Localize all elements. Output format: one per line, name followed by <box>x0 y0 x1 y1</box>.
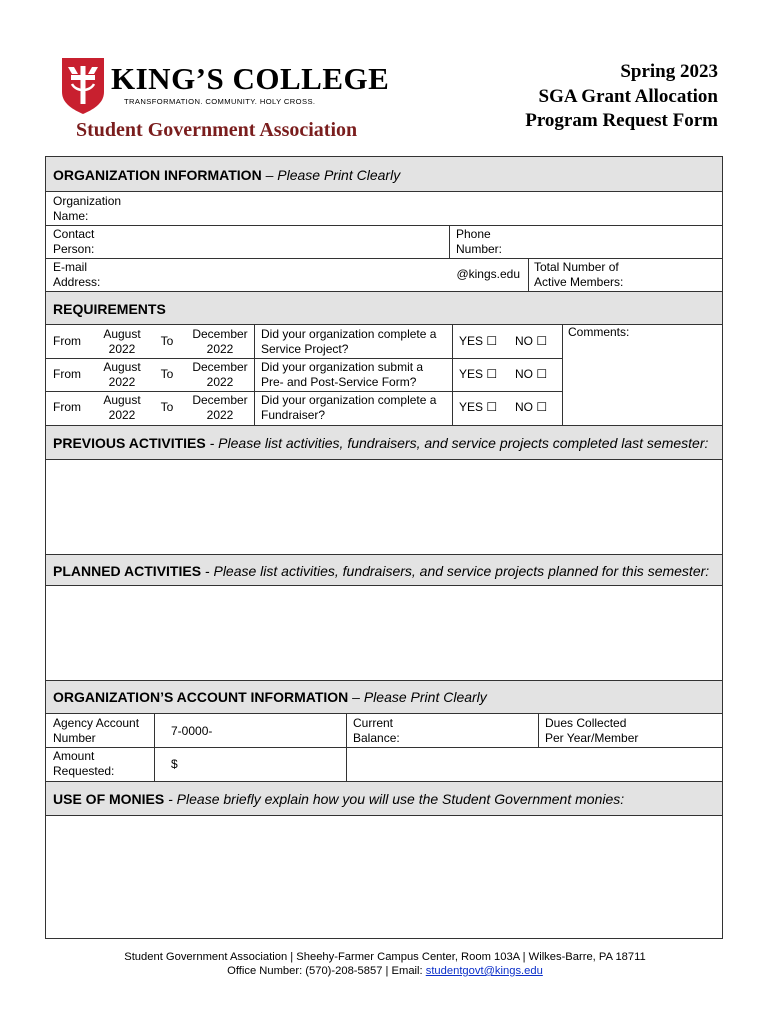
kings-college-logo <box>62 58 390 118</box>
from-date: August 2022 <box>103 393 141 422</box>
to-label: To <box>160 367 174 381</box>
grant-request-form <box>45 156 723 939</box>
form-title-line: Program Request Form <box>525 110 718 131</box>
form-title-line: SGA Grant Allocation <box>538 85 718 107</box>
no-checkbox[interactable]: NO ☐ <box>515 367 548 381</box>
yes-no-choice <box>452 325 562 358</box>
yes-checkbox[interactable]: YES ☐ <box>459 367 498 381</box>
section-heading: USE OF MONIES - Please briefly explain how you will use the Student Government monies: <box>53 791 625 807</box>
dues-collected-field[interactable]: Dues Collected Per Year/Member <box>545 716 639 745</box>
page-header <box>0 0 770 160</box>
college-tagline: TRANSFORMATION. COMMUNITY. HOLY CROSS. <box>124 97 316 106</box>
account-info-header <box>46 680 722 714</box>
section-heading: REQUIREMENTS <box>53 301 166 317</box>
comments-label: Comments: <box>568 325 630 339</box>
section-heading: PREVIOUS ACTIVITIES - Please list activities, fundraisers, and service projects completed last semester: <box>53 435 709 451</box>
org-name-label: Organization Name: <box>53 194 122 223</box>
use-of-monies-header <box>46 781 722 816</box>
organization-title: Student Government Association <box>76 119 358 141</box>
yes-no-choice <box>452 358 562 391</box>
footer-contact: Office Number: (570)-208-5857 | Email: studentgovt@kings.edu <box>227 965 543 977</box>
to-date: December 2022 <box>192 327 248 356</box>
to-date: December 2022 <box>192 360 248 389</box>
org-name-field[interactable] <box>46 192 722 225</box>
phone-number-field[interactable] <box>449 225 722 258</box>
amount-requested-label: Amount Requested: <box>53 749 115 778</box>
from-label: From <box>53 367 81 381</box>
from-label: From <box>53 400 81 414</box>
dollar-sign: $ <box>171 757 178 771</box>
college-name: KING’S COLLEGE <box>111 61 390 96</box>
yes-no-choice <box>452 391 562 425</box>
email-domain: @kings.edu <box>456 267 520 281</box>
to-label: To <box>160 400 174 414</box>
college-shield-icon <box>62 58 104 114</box>
no-checkbox[interactable]: NO ☐ <box>515 334 548 348</box>
section-heading: ORGANIZATION INFORMATION – Please Print Clearly <box>53 167 401 183</box>
active-members-label: Total Number of Active Members: <box>534 260 624 289</box>
use-of-monies-field[interactable] <box>46 816 722 938</box>
footer-address: Student Government Association | Sheehy-Farmer Campus Center, Room 103A | Wilkes-Barre, PA 18711 <box>124 951 646 963</box>
form-title <box>525 60 718 134</box>
current-balance-field[interactable]: Current Balance: <box>353 716 400 745</box>
requirement-question: Did your organization complete a Fundraiser? <box>261 393 437 422</box>
email-address-field[interactable] <box>46 258 528 291</box>
previous-activities-header <box>46 425 722 460</box>
planned-activities-header <box>46 554 722 586</box>
form-title-line: Spring 2023 <box>620 61 718 82</box>
no-checkbox[interactable]: NO ☐ <box>515 400 548 414</box>
section-heading: PLANNED ACTIVITIES - Please list activities, fundraisers, and service projects planned for this semester: <box>53 563 710 579</box>
planned-activities-field[interactable] <box>46 586 722 680</box>
section-heading: ORGANIZATION’S ACCOUNT INFORMATION – Please Print Clearly <box>53 689 487 705</box>
organization-info-header <box>46 157 722 192</box>
yes-checkbox[interactable]: YES ☐ <box>459 400 498 414</box>
requirement-question: Did your organization submit a Pre- and Post-Service Form? <box>261 360 424 389</box>
to-date: December 2022 <box>192 393 248 422</box>
requirements-header <box>46 291 722 325</box>
email-link[interactable]: studentgovt@kings.edu <box>425 965 543 977</box>
email-address-label: E-mail Address: <box>53 260 101 289</box>
amount-requested-field[interactable] <box>154 747 346 781</box>
previous-activities-field[interactable] <box>46 460 722 554</box>
agency-account-field[interactable] <box>154 714 346 747</box>
from-label: From <box>53 334 81 348</box>
active-members-field[interactable] <box>528 258 722 291</box>
agency-account-label: Agency Account Number <box>53 716 140 745</box>
from-date: August 2022 <box>103 360 141 389</box>
to-label: To <box>160 334 174 348</box>
account-blank-cell <box>346 747 722 781</box>
agency-account-prefix: 7-0000- <box>171 724 213 738</box>
page-footer <box>0 950 770 978</box>
contact-person-label: Contact Person: <box>53 227 95 256</box>
requirement-question: Did your organization complete a Service Project? <box>261 327 437 356</box>
from-date: August 2022 <box>103 327 141 356</box>
phone-number-label: Phone Number: <box>456 227 503 256</box>
contact-person-field[interactable] <box>46 225 449 258</box>
comments-field[interactable] <box>562 325 722 425</box>
yes-checkbox[interactable]: YES ☐ <box>459 334 498 348</box>
